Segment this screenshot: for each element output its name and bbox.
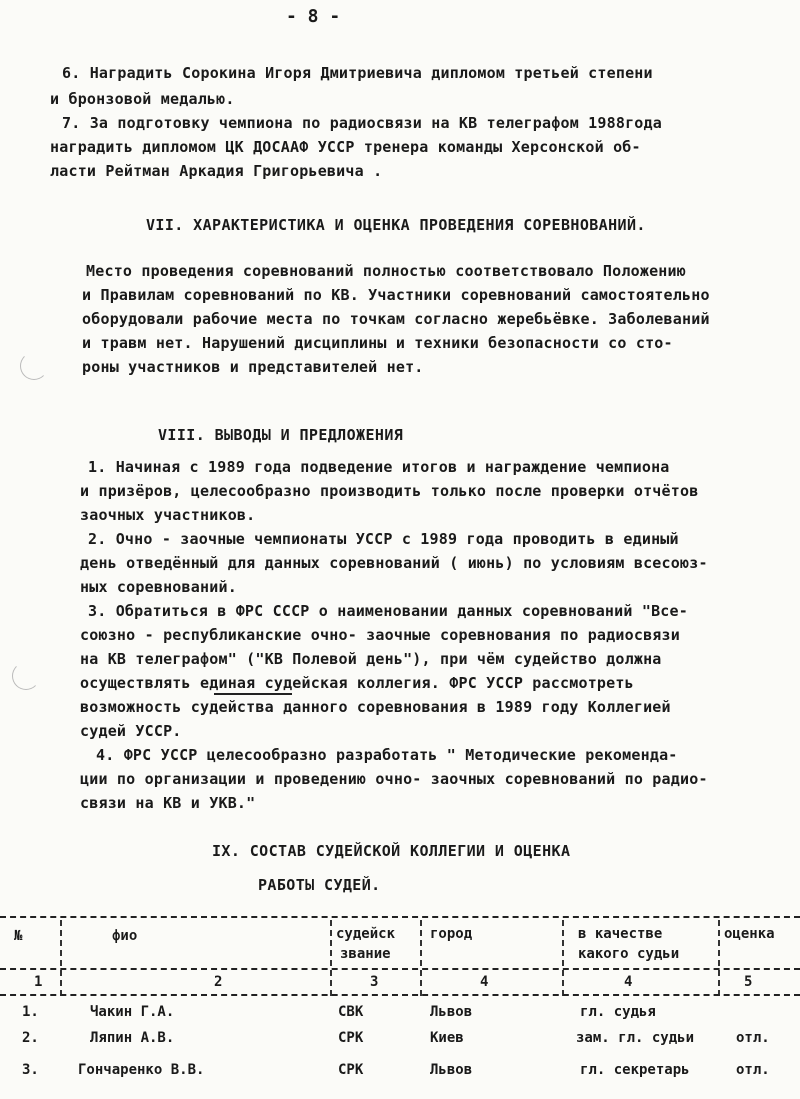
item-7-line-3: ласти Рейтман Аркадия Григорьевича . xyxy=(50,162,383,180)
col-header-rank-2: звание xyxy=(340,946,391,962)
section-viii-line: 2. Очно - заочные чемпионаты УССР с 1989 года проводить в единый xyxy=(88,530,679,548)
table-divider xyxy=(562,920,564,996)
col-header-grade: оценка xyxy=(724,926,775,942)
section-vii-line: оборудовали рабочие места по точкам согласно жеребьёвке. Заболеваний xyxy=(82,310,710,328)
section-vii-heading: VII. ХАРАКТЕРИСТИКА И ОЦЕНКА ПРОВЕДЕНИЯ СОРЕВНОВАНИЙ. xyxy=(146,216,646,234)
section-viii-line: 4. ФРС УССР целесообразно разработать " Методические рекоменда- xyxy=(96,746,678,764)
punch-hole-mark xyxy=(12,662,40,690)
item-6-line-2: и бронзовой медалью. xyxy=(50,90,235,108)
section-viii-line: возможность судейства данного соревнования в 1989 году Коллегией xyxy=(80,698,671,716)
section-viii-line: ных соревнований. xyxy=(80,578,237,596)
section-viii-line: на КВ телеграфом" ("КВ Полевой день"), при чём судейство должна xyxy=(80,650,662,668)
table-divider xyxy=(330,920,332,996)
row-2-city: Киев xyxy=(430,1030,464,1046)
column-number: 3 xyxy=(370,974,379,990)
item-6-line-1: 6. Наградить Сорокина Игоря Дмитриевича дипломом третьей степени xyxy=(62,64,653,82)
row-2-fio: Ляпин А.В. xyxy=(90,1030,175,1046)
section-viii-line: заочных участников. xyxy=(80,506,256,524)
section-viii-line: и призёров, целесообразно производить только после проверки отчётов xyxy=(80,482,699,500)
section-vii-line: и травм нет. Нарушений дисциплины и техники безопасности со сто- xyxy=(82,334,673,352)
punch-hole-mark xyxy=(20,352,48,380)
section-vii-line: роны участников и представителей нет. xyxy=(82,358,424,376)
row-2-num: 2. xyxy=(22,1030,39,1046)
row-1-num: 1. xyxy=(22,1004,39,1020)
row-2-grade: отл. xyxy=(736,1030,770,1046)
section-viii-line: 3. Обратиться в ФРС СССР о наименовании данных соревнований "Все- xyxy=(88,602,688,620)
page-number: - 8 - xyxy=(286,6,341,27)
section-viii-line: связи на КВ и УКВ." xyxy=(80,794,256,812)
section-ix-heading: IX. СОСТАВ СУДЕЙСКОЙ КОЛЛЕГИИ И ОЦЕНКА xyxy=(212,842,571,860)
item-7-line-2: наградить дипломом ЦК ДОСААФ УССР тренера команды Херсонской об- xyxy=(50,138,641,156)
col-header-fio: фио xyxy=(112,928,138,944)
row-3-grade: отл. xyxy=(736,1062,770,1078)
table-divider xyxy=(420,920,422,996)
column-number: 2 xyxy=(214,974,223,990)
row-1-city: Львов xyxy=(430,1004,473,1020)
table-rule xyxy=(0,994,800,996)
row-2-role: зам. гл. судьи xyxy=(576,1030,695,1046)
section-viii-line: осуществлять единая судейская коллегия. ФРС УССР рассмотреть xyxy=(80,674,634,692)
col-header-rank: судейск xyxy=(336,926,396,942)
section-viii-heading: VIII. ВЫВОДЫ И ПРЕДЛОЖЕНИЯ xyxy=(158,426,404,444)
section-ix-subheading: РАБОТЫ СУДЕЙ. xyxy=(258,876,381,894)
column-number: 4 xyxy=(624,974,633,990)
table-rule xyxy=(0,916,800,918)
row-3-role: гл. секретарь xyxy=(580,1062,690,1078)
section-viii-line: день отведённый для данных соревнований ( июнь) по условиям всесоюз- xyxy=(80,554,708,572)
row-3-city: Львов xyxy=(430,1062,473,1078)
table-divider xyxy=(60,920,62,996)
row-3-fio: Гончаренко В.В. xyxy=(78,1062,205,1078)
underline-mark xyxy=(214,693,292,695)
col-header-city: город xyxy=(430,926,473,942)
row-1-rank: СВК xyxy=(338,1004,364,1020)
col-header-num: № xyxy=(14,928,23,944)
section-viii-line: ции по организации и проведению очно- заочных соревнований по радио- xyxy=(80,770,708,788)
section-viii-line: союзно - республиканские очно- заочные соревнования по радиосвязи xyxy=(80,626,680,644)
table-divider xyxy=(718,920,720,996)
column-number: 4 xyxy=(480,974,489,990)
col-header-role-2: какого судьи xyxy=(578,946,680,962)
table-rule xyxy=(0,968,800,970)
section-vii-line: Место проведения соревнований полностью соответствовало Положению xyxy=(86,262,686,280)
col-header-role: в качестве xyxy=(578,926,663,942)
row-3-num: 3. xyxy=(22,1062,39,1078)
row-3-rank: СРК xyxy=(338,1062,364,1078)
row-1-fio: Чакин Г.А. xyxy=(90,1004,175,1020)
item-7-line-1: 7. За подготовку чемпиона по радиосвязи на КВ телеграфом 1988года xyxy=(62,114,662,132)
column-number: 1 xyxy=(34,974,43,990)
section-vii-line: и Правилам соревнований по КВ. Участники соревнований самостоятельно xyxy=(82,286,710,304)
section-viii-line: 1. Начиная с 1989 года подведение итогов и награждение чемпиона xyxy=(88,458,670,476)
column-number: 5 xyxy=(744,974,753,990)
section-viii-line: судей УССР. xyxy=(80,722,182,740)
row-2-rank: СРК xyxy=(338,1030,364,1046)
row-1-role: гл. судья xyxy=(580,1004,656,1020)
